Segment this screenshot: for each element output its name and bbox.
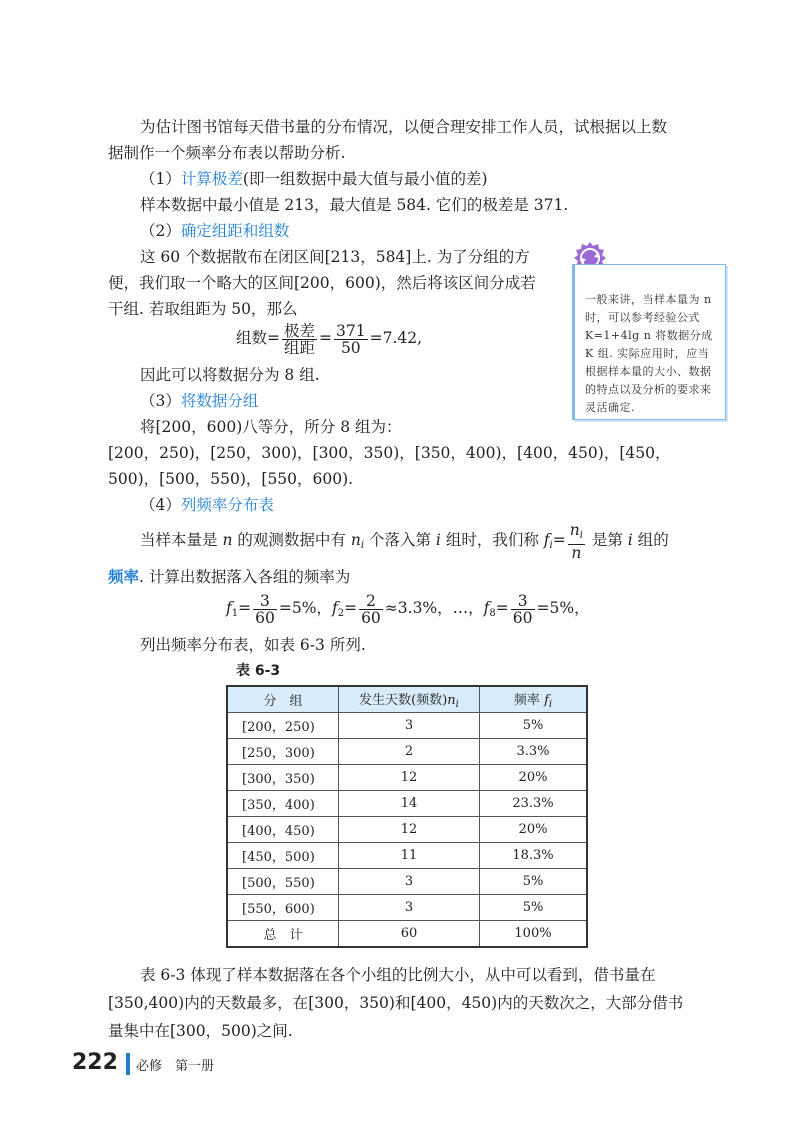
- fraction-denominator: 50: [340, 338, 361, 357]
- step-4-title: 列频率分布表: [180, 496, 274, 514]
- equals-sign: =: [319, 329, 333, 347]
- step-2-title: 确定组距和组数: [180, 222, 290, 240]
- cell-group: [500，550): [227, 869, 339, 895]
- cell-count: 2: [339, 739, 480, 765]
- fraction-numerator: 3: [253, 593, 277, 610]
- cell-count: 60: [339, 921, 480, 948]
- table-row: [227, 765, 587, 791]
- var-i: i: [627, 531, 633, 549]
- frequency-term: 频率: [108, 567, 140, 586]
- table-row: [227, 817, 587, 843]
- cell-frequency: 23.3%: [480, 791, 588, 817]
- step-1-title: 计算极差: [180, 170, 243, 188]
- cell-frequency: 100%: [480, 921, 588, 948]
- var-f-base: f: [543, 531, 550, 549]
- header-frequency-var: f: [544, 693, 549, 708]
- page-number: 222: [72, 1050, 118, 1075]
- group-count-formula: [236, 318, 422, 358]
- table-row: [227, 869, 587, 895]
- cell-count: 12: [339, 817, 480, 843]
- text-segment: 是第: [591, 531, 623, 549]
- var-n-i: [351, 531, 364, 549]
- fraction-numerator: 3: [511, 593, 535, 610]
- fraction-range-over-width: [282, 323, 317, 356]
- step-3-line-3: 500)，[500，550)，[550，600).: [108, 470, 354, 488]
- cell-frequency: 20%: [480, 817, 588, 843]
- step-1-number: （1）: [140, 170, 181, 188]
- header-frequency-var-subscript: i: [548, 699, 553, 710]
- side-note-text: 一般来讲，当样本量为 n 时，可以参考经验公式 K=1+4lg n 将数据分成 K 组. 实际应用时，应当根据样本量的大小、数据的特点以及分析的要求来灵活确定.: [585, 293, 713, 414]
- table-row: [227, 739, 587, 765]
- fraction-f2: [359, 593, 383, 626]
- text-segment: 个落入第: [368, 531, 431, 549]
- summary-line-1: 表 6-3 体现了样本数据落在各个小组的比例大小，从中可以看到，借书量在: [140, 966, 656, 984]
- fraction-denominator: 组距: [284, 338, 316, 357]
- var-f1: f: [226, 599, 232, 617]
- side-note-box: [572, 264, 726, 420]
- cell-frequency: 18.3%: [480, 843, 588, 869]
- num-subscript: i: [579, 529, 583, 541]
- table-header-row: [227, 686, 587, 713]
- header-count-label: 发生天数(频数): [359, 693, 448, 708]
- var-f2: f: [331, 599, 338, 617]
- cell-count: 12: [339, 765, 480, 791]
- cell-group: [400，450): [227, 817, 339, 843]
- cell-count: 14: [339, 791, 480, 817]
- fraction-ni-over-n: [568, 522, 585, 561]
- step-4-number: （4）: [140, 496, 181, 514]
- header-count-var: n: [447, 693, 456, 708]
- fraction-denominator: 60: [512, 608, 533, 627]
- intro-line-2: 据制作一个频率分布表以帮助分析.: [108, 144, 346, 162]
- cell-frequency: 5%: [480, 869, 588, 895]
- var-n: n: [222, 531, 233, 549]
- cell-group: [350，400): [227, 791, 339, 817]
- intro-line-1: 为估计图书馆每天借书量的分布情况，以便合理安排工作人员，试根据以上数: [140, 118, 668, 136]
- step-2: [140, 218, 289, 244]
- step-4-line-3: 列出频率分布表，如表 6-3 所列.: [140, 636, 366, 654]
- step-4: [140, 492, 274, 518]
- table-row: [227, 895, 587, 921]
- book-title: 必修 第一册: [136, 1059, 215, 1074]
- fraction-371-over-50: [334, 323, 368, 356]
- header-frequency: [480, 686, 588, 713]
- step-2-line-1: 这 60 个数据散布在闭区间[213，584]上. 为了分组的方: [140, 248, 530, 266]
- var-f2-subscript: 2: [337, 608, 345, 619]
- step-2-number: （2）: [140, 222, 181, 240]
- cell-group: [550，600): [227, 895, 339, 921]
- cell-frequency: 5%: [480, 895, 588, 921]
- step-3-title: 将数据分组: [180, 392, 259, 410]
- f8-value: =5%，: [536, 599, 590, 617]
- text-segment: . 计算出数据落入各组的频率为: [139, 568, 351, 586]
- step-2-line-2: 便，我们取一个略大的区间[200，600)，然后将该区间分成若: [108, 274, 536, 292]
- text-segment: 的观测数据中有: [237, 531, 346, 549]
- step-3-number: （3）: [140, 392, 181, 410]
- step-4-line-2: [108, 564, 350, 590]
- formula-rhs: =7.42,: [369, 329, 423, 347]
- summary-line-3: 量集中在[300，500)之间.: [108, 1022, 293, 1040]
- table-row: [227, 713, 587, 739]
- header-frequency-label: 频率: [513, 693, 540, 708]
- fraction-numerator: 371: [336, 321, 366, 340]
- var-n-subscript: i: [360, 540, 365, 551]
- header-group: 分 组: [227, 686, 339, 713]
- table-caption: 表 6-3: [236, 663, 281, 679]
- cell-count: 3: [339, 869, 480, 895]
- footer-accent-bar: [126, 1053, 130, 1075]
- step-1-body: 样本数据中最小值是 213，最大值是 584. 它们的极差是 371.: [140, 196, 569, 214]
- step-1: [140, 166, 488, 192]
- step-2-line-3: 干组. 若取组距为 50，那么: [108, 300, 298, 318]
- fraction-denominator: 60: [255, 608, 275, 627]
- step-4-line-1: 当样本量是 n 的观测数据中有 $n_i$ 个落入第 i 组时，我们称 $f_i=$ $\frac{n_i}{n}$ 是第 i 组的: [140, 520, 669, 562]
- frequency-table: [226, 685, 588, 948]
- var-n-base: n: [350, 531, 361, 549]
- cell-group: [300，350): [227, 765, 339, 791]
- header-count-var-subscript: i: [455, 699, 459, 710]
- text-segment: 当样本量是: [140, 531, 218, 549]
- f1-value: =5%，: [278, 599, 332, 617]
- fraction-denominator: 60: [361, 608, 381, 627]
- cell-count: 3: [339, 713, 480, 739]
- step-3-line-1: 将[200，600)八等分，所分 8 组为：: [140, 418, 402, 436]
- cell-count: 11: [339, 843, 480, 869]
- fraction-f1: [253, 593, 277, 626]
- var-f1-subscript: 1: [231, 608, 239, 619]
- cell-frequency: 20%: [480, 765, 588, 791]
- formula-lhs: 组数=: [236, 329, 280, 347]
- header-count: [339, 686, 480, 713]
- step-3-line-2: [200，250)，[250，300)，[300，350)，[350，400)，[400，450)，[450，: [108, 444, 671, 462]
- text-segment: 组时，我们称: [445, 531, 539, 549]
- num-base: n: [569, 520, 580, 539]
- step-1-note: (即一组数据中最大值与最小值的差): [242, 170, 488, 188]
- table-total-row: [227, 921, 587, 948]
- cell-group: [250，300): [227, 739, 339, 765]
- var-f8-subscript: 8: [489, 608, 496, 619]
- f2-value: ≈3.3%，…，: [384, 599, 484, 617]
- step-2-conclusion: 因此可以将数据分为 8 组.: [140, 366, 320, 384]
- cell-frequency: 5%: [480, 713, 588, 739]
- table-row: [227, 843, 587, 869]
- var-f-subscript: i: [549, 540, 553, 551]
- fraction-numerator: 2: [359, 593, 383, 610]
- cell-group: [200，250): [227, 713, 339, 739]
- var-f8: f: [483, 599, 490, 617]
- step-3: [140, 388, 258, 414]
- table-row: [227, 791, 587, 817]
- fraction-denominator: n: [571, 543, 582, 562]
- text-segment: 组的: [637, 531, 669, 549]
- cell-group: 总 计: [227, 921, 339, 948]
- cell-frequency: 3.3%: [480, 739, 588, 765]
- cell-count: 3: [339, 895, 480, 921]
- fraction-numerator: 极差: [284, 321, 316, 340]
- fraction-f8: [511, 593, 535, 626]
- frequency-formula: $f_1=$ $\frac{3}{60}$ =5%，$f_2=$ $\frac{2}{60}$ ≈3.3%，…，$f_8=$ $\frac{3}{60}$ =5%，: [226, 591, 590, 627]
- cell-group: [450，500): [227, 843, 339, 869]
- summary-line-2: [350,400)内的天数最多，在[300，350)和[400，450)内的天数次之，大部分借书: [108, 994, 684, 1012]
- fraction-numerator: [568, 522, 585, 545]
- var-i: i: [435, 531, 441, 549]
- var-f-i: [544, 531, 553, 549]
